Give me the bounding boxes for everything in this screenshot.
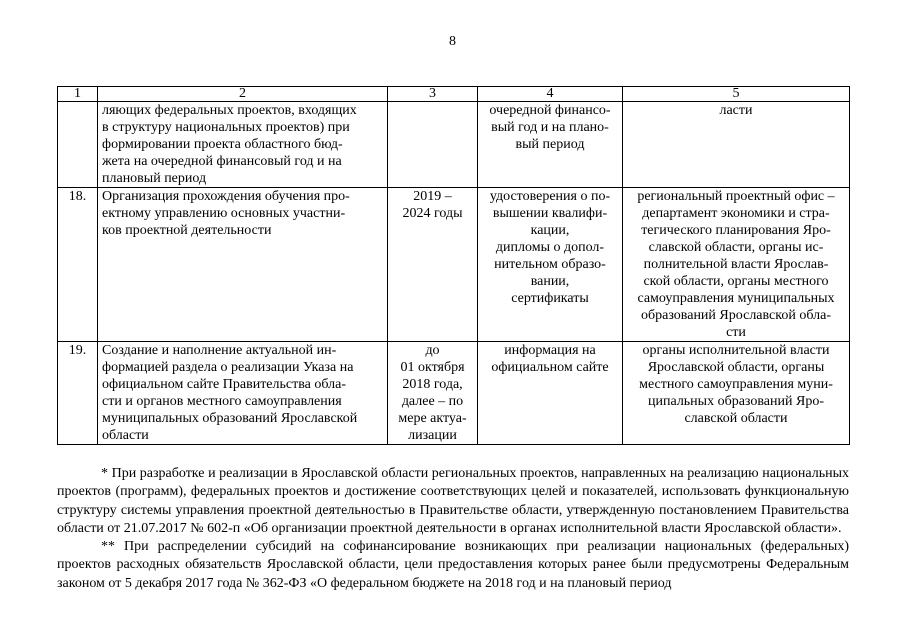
measure-responsible: региональный проектный офис – департамент экономики и стра- тегического планирования Яро- славской области, органы ис- полнительной власти Ярослав- ской области, органы местного самоуправления муниципальных образований Ярославской обла- сти <box>623 188 850 342</box>
column-header-5: 5 <box>623 87 850 102</box>
measure-result: очередной финансо- вый год и на плано- вый период <box>478 102 623 188</box>
measure-responsible: ласти <box>623 102 850 188</box>
measure-deadline: 2019 – 2024 годы <box>388 188 478 342</box>
measure-result: информация на официальном сайте <box>478 342 623 445</box>
column-header-4: 4 <box>478 87 623 102</box>
measure-name: Организация прохождения обучения про- ектному управлению основных участни- ков проектной деятельности <box>98 188 388 342</box>
measure-name: Создание и наполнение актуальной ин- формацией раздела о реализации Указа на официальном сайте Правительства обла- сти и органов местного самоуправления муниципальных образований Ярославской области <box>98 342 388 445</box>
column-header-2: 2 <box>98 87 388 102</box>
row-number: 18. <box>58 188 98 342</box>
row-number <box>58 102 98 188</box>
table-row <box>58 102 850 188</box>
row-number: 19. <box>58 342 98 445</box>
measure-name: ляющих федеральных проектов, входящих в структуру национальных проектов) при формировании проекта областного бюд- жета на очередной финансовый год и на плановый период <box>98 102 388 188</box>
table-row <box>58 342 850 445</box>
column-header-3: 3 <box>388 87 478 102</box>
footnote-2: ** При распределении субсидий на софинансирование возникающих при реализации национальных (федеральных) проектов расходных обязательств Ярославской области, цели предоставления которых ранее были предусмотрены Федеральным законом от 5 декабря 2017 года № 362-ФЗ «О федеральном бюджете на 2018 год и на плановый период <box>57 539 849 591</box>
footnote-1: * При разработке и реализации в Ярославской области региональных проектов, направленных на реализацию национальных проектов (программ), федеральных проектов и достижение соответствующих целей и показателей, использовать функциональную структуру системы управления проектной деятельностью в Правительстве области, утвержденную постановлением Правительства области от 21.07.2017 № 602-п «Об организации проектной деятельности в органах исполнительной власти Ярославской области». <box>57 466 849 536</box>
footnotes <box>57 465 849 593</box>
table-row <box>58 188 850 342</box>
page-number: 8 <box>449 34 456 49</box>
measure-deadline: до 01 октября 2018 года, далее – по мере актуа- лизации <box>388 342 478 445</box>
measure-responsible: органы исполнительной власти Ярославской области, органы местного самоуправления муни- ципальных образований Яро- славской области <box>623 342 850 445</box>
measures-table <box>57 86 850 445</box>
column-header-1: 1 <box>58 87 98 102</box>
measure-deadline <box>388 102 478 188</box>
table-header-row <box>58 87 850 102</box>
measure-result: удостоверения о по- вышении квалифи- кации, дипломы о допол- нительном образо- вании, сертификаты <box>478 188 623 342</box>
